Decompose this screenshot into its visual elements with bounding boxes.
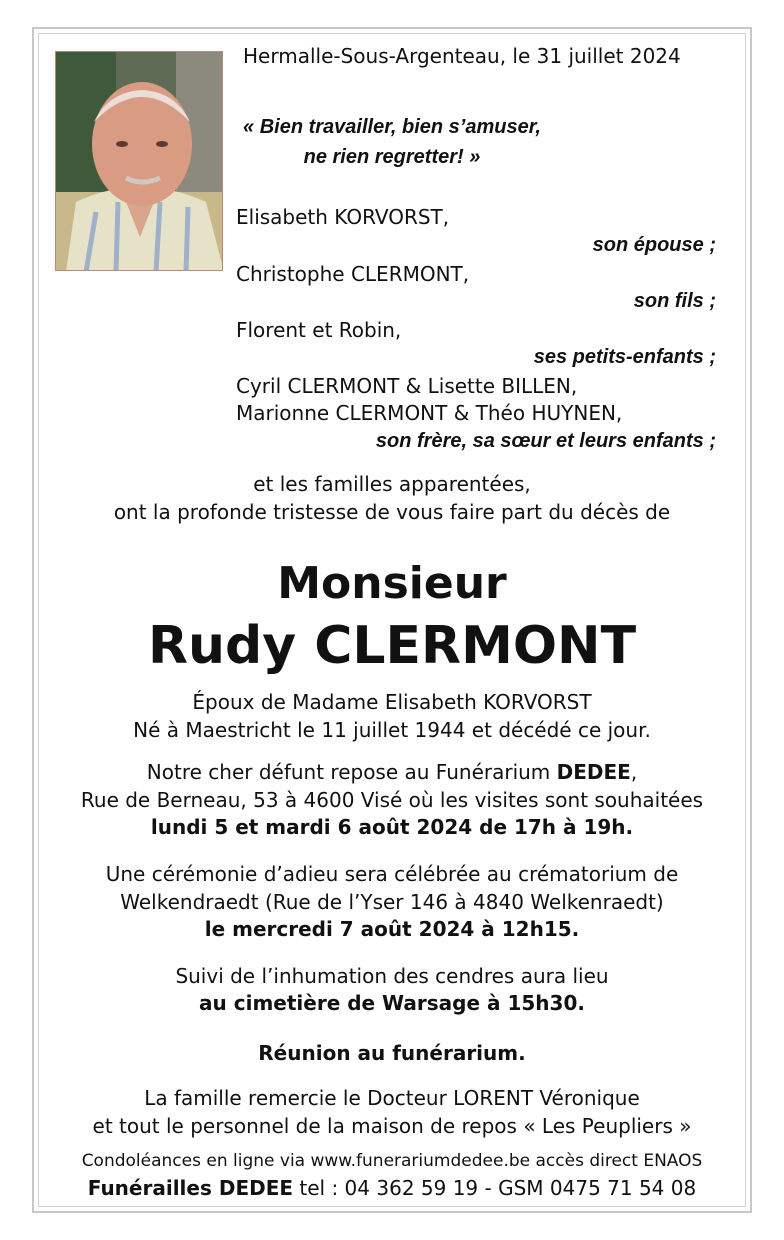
family-role-grandchildren: ses petits-enfants ; — [533, 346, 716, 368]
spouse-line: Époux de Madame Elisabeth KORVORST — [192, 690, 592, 714]
burial-line-1: Suivi de l’inhumation des cendres aura lieu — [175, 964, 609, 988]
company-phone: tel : 04 362 59 19 - GSM 0475 71 54 08 — [293, 1176, 697, 1200]
birth-death-line: Né à Maestricht le 11 juillet 1944 et décédé ce jour. — [133, 718, 651, 742]
visitation-text: Notre cher défunt repose au Funérarium — [146, 760, 557, 784]
visitation-line-2: Rue de Berneau, 53 à 4600 Visé où les visites sont souhaitées — [80, 788, 704, 812]
funerarium-name: DEDEE — [556, 760, 631, 784]
visitation-comma: , — [630, 760, 638, 784]
family-name-son: Christophe CLERMONT, — [236, 262, 470, 286]
visitation-dates: lundi 5 et mardi 6 août 2024 de 17h à 19h. — [150, 815, 634, 839]
company-line — [0, 1176, 784, 1200]
motto-line-1: « Bien travailler, bien s’amuser, — [243, 116, 541, 138]
reunion-line: Réunion au funérarium. — [258, 1041, 526, 1065]
deceased-name: Rudy CLERMONT — [147, 616, 637, 676]
company-name: Funérailles DEDEE — [87, 1176, 294, 1200]
intro-line-1: et les familles apparentées, — [253, 472, 531, 496]
family-role-siblings: son frère, sa sœur et leurs enfants ; — [375, 430, 716, 452]
ceremony-line-2: Welkendraedt (Rue de l’Yser 146 à 4840 Welkenraedt) — [120, 890, 664, 914]
motto-line-2: ne rien regretter! » — [303, 146, 481, 168]
family-role-spouse: son épouse ; — [592, 234, 716, 256]
condolences-line: Condoléances en ligne via www.funerariumdedee.be accès direct ENAOS — [81, 1151, 703, 1171]
family-name-sibling-1: Cyril CLERMONT & Lisette BILLEN, — [236, 374, 578, 398]
thanks-line-2: et tout le personnel de la maison de repos « Les Peupliers » — [92, 1114, 692, 1138]
burial-line-2: au cimetière de Warsage à 15h30. — [199, 991, 585, 1015]
family-name-sibling-2: Marionne CLERMONT & Théo HUYNEN, — [236, 401, 623, 425]
dateline: Hermalle-Sous-Argenteau, le 31 juillet 2024 — [243, 44, 681, 68]
family-name-spouse: Elisabeth KORVORST, — [236, 205, 450, 229]
intro-line-2: ont la profonde tristesse de vous faire part du décès de — [113, 500, 671, 524]
family-name-grandchildren: Florent et Robin, — [236, 318, 402, 342]
visitation-line-1 — [0, 760, 784, 784]
deceased-title: Monsieur — [277, 558, 507, 609]
family-role-son: son fils ; — [633, 290, 716, 312]
thanks-line-1: La famille remercie le Docteur LORENT Véronique — [144, 1086, 640, 1110]
ceremony-date: le mercredi 7 août 2024 à 12h15. — [204, 917, 580, 941]
ceremony-line-1: Une cérémonie d’adieu sera célébrée au crématorium de — [105, 862, 679, 886]
